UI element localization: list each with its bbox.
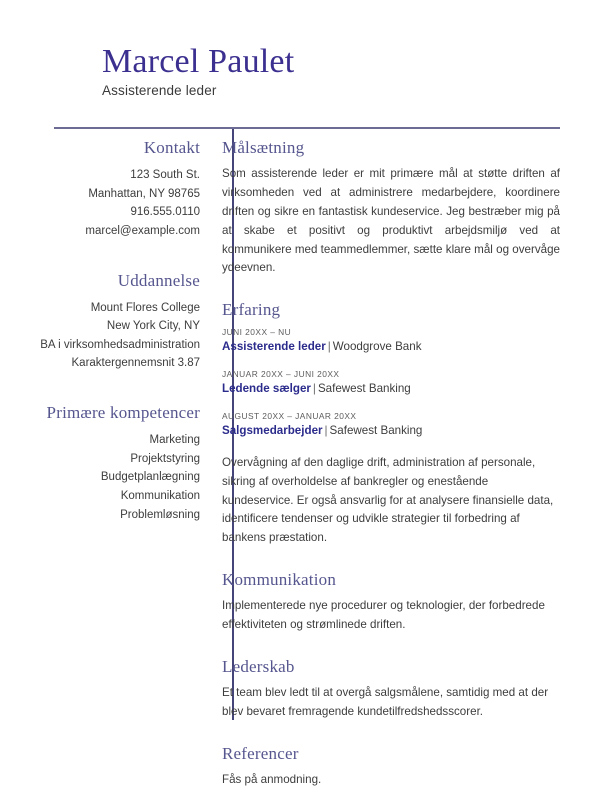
candidate-job-title: Assisterende leder — [102, 82, 217, 98]
objective-text: Som assisterende leder er mit primære mål at støtte driften af virksomheden ved at administrere medarbejdere, koordinere driften og sikre en fantastisk kundeservice. Jeg bestræber mig på at skabe et positivt og produktivt arbejdsmiljø ved at kommunikere med teammedlemmer, sætte klare mål og overvåge ydeevnen. — [222, 167, 560, 275]
experience-separator: | — [324, 423, 328, 437]
sidebar-column — [0, 138, 212, 524]
main-column — [212, 138, 616, 790]
experience-role: Assisterende leder — [222, 340, 326, 354]
education-degree: BA i virksomhedsadministration — [40, 338, 200, 351]
skills-heading: Primære kompetencer — [46, 403, 200, 422]
experience-role-line — [222, 339, 560, 356]
leadership-heading: Lederskab — [222, 656, 295, 676]
references-text: Fås på anmodning. — [222, 772, 322, 786]
experience-section — [222, 300, 560, 548]
experience-summary: Overvågning af den daglige drift, administration af personale, sikring af overholdelse af bankregler og enestående kundeservice. Er også ansvarlig for at analysere finansielle data, identificere tendenser og udvikle strategier til forbedring af bankens præstation. — [222, 455, 554, 545]
communication-text: Implementerede nye procedurer og teknologier, der forbedrede effektiviteten og strømlinede driften. — [222, 599, 545, 632]
contact-section — [20, 138, 200, 241]
experience-entry — [222, 327, 560, 356]
leadership-section — [222, 657, 560, 722]
experience-company: Woodgrove Bank — [332, 340, 422, 354]
education-location: New York City, NY — [106, 320, 200, 333]
contact-street: 123 South St. — [130, 169, 200, 181]
skill-item: Projektstyring — [130, 452, 200, 465]
communication-section — [222, 570, 560, 635]
experience-dates: AUGUST 20XX – JANUAR 20XX — [222, 410, 357, 421]
skill-item: Kommunikation — [120, 489, 200, 502]
education-section — [20, 271, 200, 374]
experience-role-line — [222, 381, 560, 398]
contact-heading: Kontakt — [143, 138, 200, 157]
education-gpa: Karaktergennemsnit 3.87 — [71, 357, 200, 370]
candidate-name: Marcel Paulet — [102, 43, 295, 80]
contact-phone: 916.555.0110 — [130, 206, 200, 219]
contact-city: Manhattan, NY 98765 — [88, 187, 200, 200]
experience-dates: JANUAR 20XX – JUNI 20XX — [222, 369, 340, 380]
header-divider-rule — [54, 127, 560, 129]
education-heading: Uddannelse — [117, 270, 200, 290]
experience-role: Salgsmedarbejder — [222, 423, 323, 437]
experience-entry — [222, 369, 560, 398]
experience-dates: JUNI 20XX – NU — [222, 327, 292, 338]
skill-item: Marketing — [149, 434, 200, 446]
experience-heading: Erfaring — [222, 300, 281, 320]
resume-header — [0, 0, 616, 98]
experience-role: Ledende sælger — [222, 382, 311, 396]
experience-company: Safewest Banking — [329, 423, 423, 437]
objective-section — [222, 138, 560, 278]
communication-heading: Kommunikation — [222, 570, 337, 590]
references-section — [222, 744, 560, 790]
leadership-text: Et team blev ledt til at overgå salgsmålene, samtidig med at der blev bevaret fremragende kundetilfredshedsscorer. — [222, 685, 549, 718]
experience-separator: | — [312, 382, 316, 396]
education-school: Mount Flores College — [90, 301, 200, 314]
skill-item: Budgetplanlægning — [100, 471, 200, 484]
objective-heading: Målsætning — [222, 138, 305, 157]
resume-body-columns — [0, 138, 616, 790]
skills-section — [20, 403, 200, 524]
skill-item: Problemløsning — [120, 508, 200, 521]
references-heading: Referencer — [222, 743, 299, 763]
experience-company: Safewest Banking — [317, 382, 411, 396]
contact-email: marcel@example.com — [85, 224, 200, 237]
experience-role-line — [222, 423, 560, 440]
experience-separator: | — [327, 340, 331, 354]
experience-entry — [222, 411, 560, 440]
